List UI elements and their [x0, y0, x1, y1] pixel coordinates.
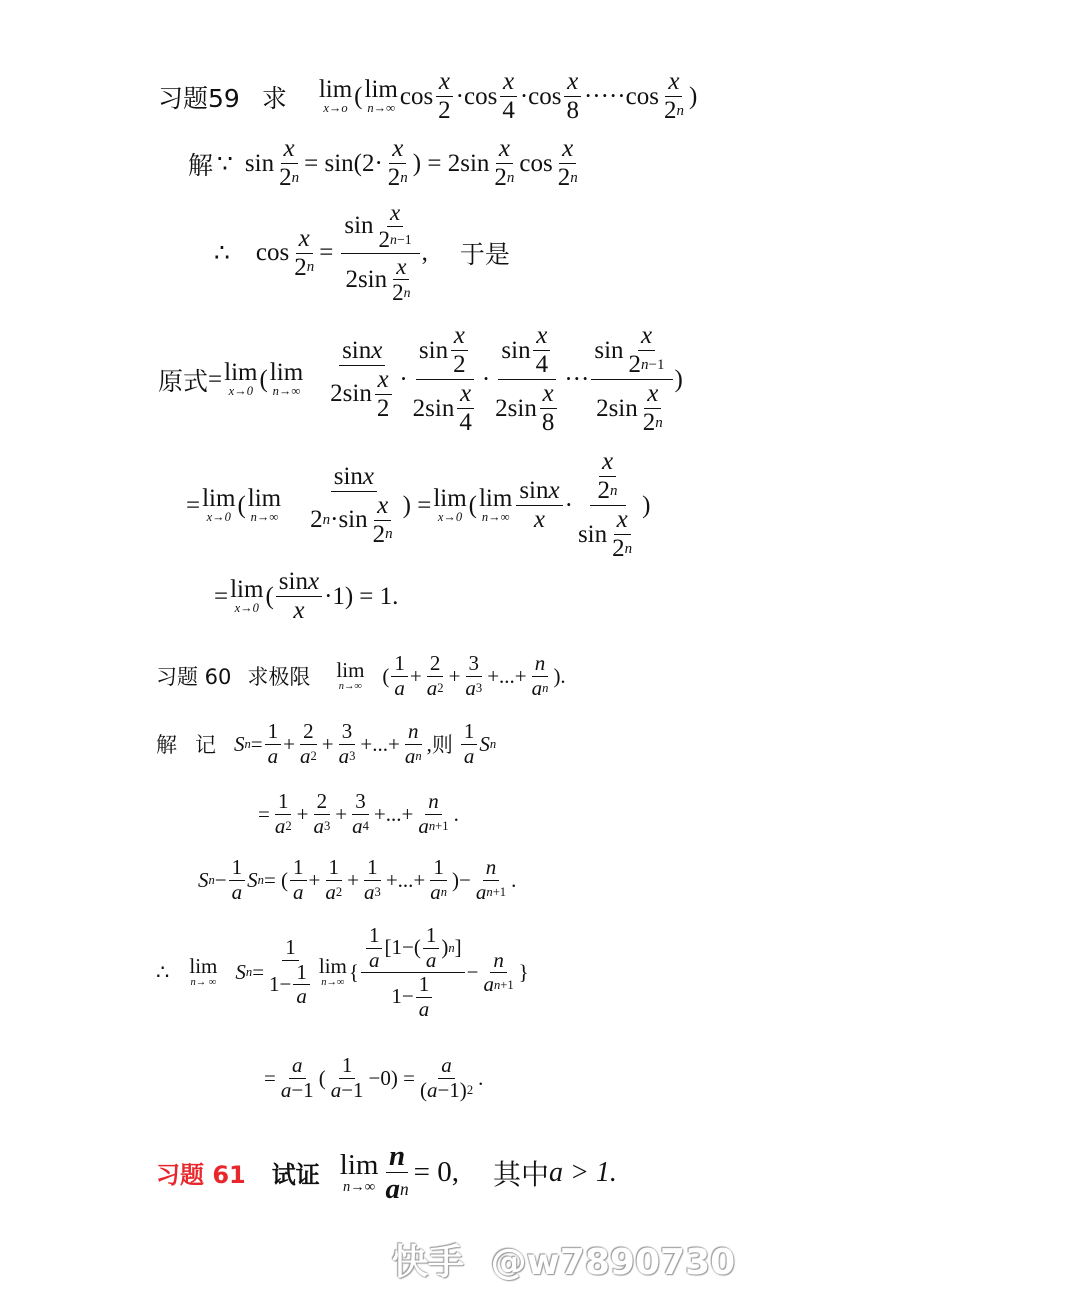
p59-identity: sin x 2 n = sin(2· x 2 n ) = 2sin x 2 n cos x 2 n [244, 135, 578, 191]
p60-statement [156, 652, 566, 700]
p60-sol-label: 解 [156, 733, 177, 758]
p60-expression: lim n→∞ ( $\frac{1}{a}$ + 2 a 2 + 3 a 3 +...+ n a n ). [336, 651, 566, 700]
p59-sol-label: 解 [188, 150, 214, 180]
watermark [392, 1234, 735, 1285]
p59-result: = 1. [359, 582, 399, 610]
p60-solution-line1 [156, 720, 496, 768]
p60-then: 则 [431, 733, 453, 758]
p60-solution-line3 [198, 856, 516, 904]
p59-final: = lim x→0 ( sin x x ·1) [214, 568, 354, 624]
p60-solution-line2 [258, 790, 459, 838]
p60-result: = a a −1 ( 1 a −1 −0) = a ( a −1) 2 . [264, 1053, 484, 1102]
p60-difference: S n − $\frac{1}{a}$ S n = ( $\frac{1}{a}$ + 1 a 2 + 1 a 3 +...+ 1 a n )− n a n+1 . [198, 855, 517, 904]
because-symbol: ∵ [217, 150, 233, 178]
watermark-handle: @w7890730 [490, 1242, 736, 1283]
p60-sn-scaled: $\frac{1}{a}$ S n [459, 720, 496, 768]
p61-cond: 其中 [493, 1157, 550, 1191]
p60-limit: lim n→ ∞ S n = 1 1− $\frac{1}{a}$ lim n→∞ { $\frac{1}{a}$ [1−( $\frac{1}{a}$ ) n ] 1− $\frac{1}{a}$ − n a n+1 } [189, 923, 529, 1021]
p61-cond-expr: a > 1. [549, 1156, 617, 1188]
p59-solution-line5 [214, 568, 398, 625]
p59-product: = lim x→0 ( lim n→∞ sin x 2sin $\frac{x}{2}$ · sin $\frac{x}{2}$ 2sin $\frac{x}{4}$ · sin $\frac{x}{4}$ 2sin $\frac{x}{8}$ ··· sin x 2 n−1 2sin x 2 n ) [208, 322, 683, 436]
p59-telescoped: = lim x→0 ( lim n→∞ sin x 2 n ·sin x 2 n ) = lim x→0 ( lim n→∞ sin x x · x 2 n sin x 2 n ) [186, 448, 651, 562]
p59-statement [158, 68, 697, 125]
therefore-symbol: ∴ [214, 240, 230, 267]
watermark-app: 快手 [392, 1242, 465, 1283]
p59-then: 于是 [459, 240, 510, 269]
p59-orig: 原式 [158, 366, 209, 396]
p59-verb: 求 [261, 83, 287, 113]
p61-statement [156, 1140, 617, 1206]
p61-label: 习题 61 [156, 1161, 246, 1190]
p60-note: 记 [195, 733, 216, 758]
p59-solution-line1 [188, 135, 583, 192]
p59-expression: lim x→o ( lim n→∞ cos $\frac{x}{2}$ ·cos $\frac{x}{4}$ ·cos $\frac{x}{8}$ ·····cos x 2 n ) [318, 68, 698, 124]
p60-solution-line4 [156, 924, 529, 1021]
p61-expression: lim n→∞ n a n = 0, [339, 1140, 459, 1206]
p59-solution-line2 [214, 200, 510, 306]
p59-solution-line3 [158, 322, 683, 437]
p60-therefore: ∴ [156, 960, 170, 985]
p60-solution-line5 [264, 1054, 483, 1102]
p60-sn-scaled-series: = 1 a 2 + 2 a 3 + 3 a 4 +...+ n a n+1 . [258, 789, 459, 838]
p61-verb: 试证 [271, 1161, 320, 1190]
p60-label: 习题 60 [156, 665, 232, 690]
p60-task: 求极限 [247, 665, 311, 690]
p59-cos-formula: cos x 2 n = sin x 2 n−1 2sin x 2 n , [255, 200, 428, 306]
p59-solution-line4 [186, 448, 650, 563]
p60-sn-def: S n = $\frac{1}{a}$ + 2 a 2 + 3 a 3 +...+ n a n , [234, 719, 432, 768]
p59-label: 习题59 [158, 83, 240, 113]
